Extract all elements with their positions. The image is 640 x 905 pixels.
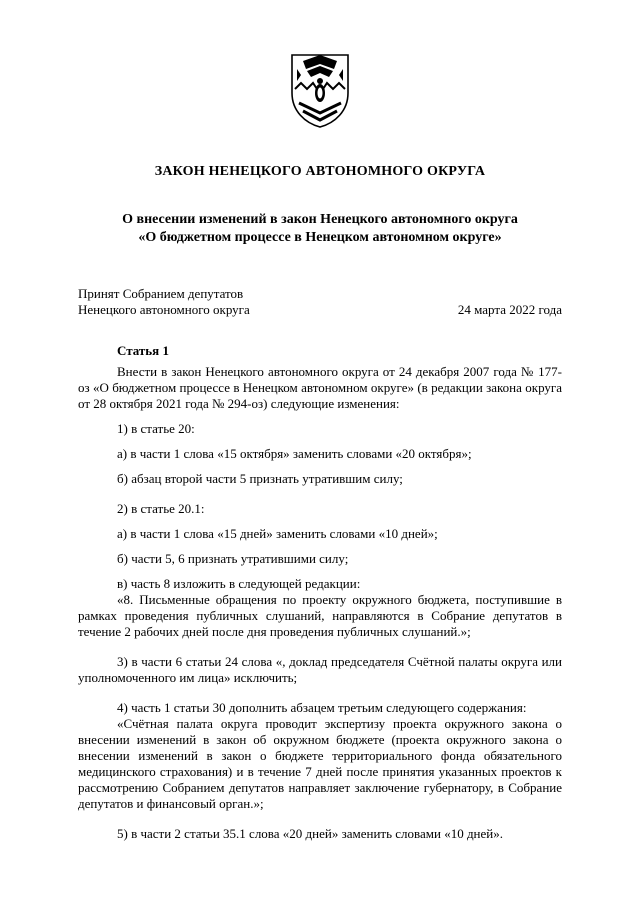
paragraph: Внести в закон Ненецкого автономного округа от 24 декабря 2007 года № 177-оз «О бюджетном процессе в Ненецком автономном округе» (в редакции закона округа от 28 октября 2021 года № 294-оз) следующие изменения: (78, 364, 562, 411)
paragraph: б) части 5, 6 признать утратившими силу; (117, 551, 349, 566)
paragraph: 2) в статье 20.1: (117, 501, 205, 516)
paragraph: 4) часть 1 статьи 30 дополнить абзацем третьим следующего содержания: (117, 700, 527, 715)
paragraph: «8. Письменные обращения по проекту окружного бюджета, поступившие в рамках проведения публичных слушаний, направляются в Собрание депутатов в течение 2 рабочих дней после дня проведения публичных слушаний.»; (78, 592, 562, 639)
paragraph: б) абзац второй части 5 признать утратившим силу; (117, 471, 403, 486)
adopted-line-1: Принят Собранием депутатов (78, 286, 244, 301)
paragraph: а) в части 1 слова «15 октября» заменить словами «20 октября»; (117, 446, 472, 461)
subtitle-line-2: «О бюджетном процессе в Ненецком автономном округе» (138, 230, 502, 245)
paragraph: 5) в части 2 статьи 35.1 слова «20 дней» заменить словами «10 дней». (117, 826, 503, 841)
paragraph: «Счётная палата округа проводит экспертизу проекта окружного закона о внесении изменений в закон об окружном бюджете (проекта окружного закона о внесении изменений в закон о бюджете территориального фонда обязательного медицинского страхования) и в течение 7 дней после принятия указанных проектов к рассмотрению Собранием депутатов направляет заключение губернатору, в Собрание депутатов и финансовый орган.»; (78, 716, 562, 811)
document-subtitle (0, 211, 640, 247)
article-body (78, 364, 562, 842)
adopted-line-2: Ненецкого автономного округа (78, 302, 250, 317)
paragraph: а) в части 1 слова «15 дней» заменить словами «10 дней»; (117, 526, 438, 541)
adoption-date: 24 марта 2022 года (457, 302, 562, 317)
article-title: Статья 1 (117, 343, 169, 358)
paragraph: 1) в статье 20: (117, 421, 195, 436)
subtitle-line-1: О внесении изменений в закон Ненецкого автономного округа (122, 212, 518, 227)
paragraph: в) часть 8 изложить в следующей редакции: (117, 576, 361, 591)
paragraph: 3) в части 6 статьи 24 слова «, доклад председателя Счётной палаты округа или уполномоченного им лица» исключить; (78, 654, 562, 685)
nenets-coat-of-arms-icon (289, 53, 351, 129)
adopted-by (78, 286, 250, 318)
document-title: ЗАКОН НЕНЕЦКОГО АВТОНОМНОГО ОКРУГА (154, 164, 486, 179)
